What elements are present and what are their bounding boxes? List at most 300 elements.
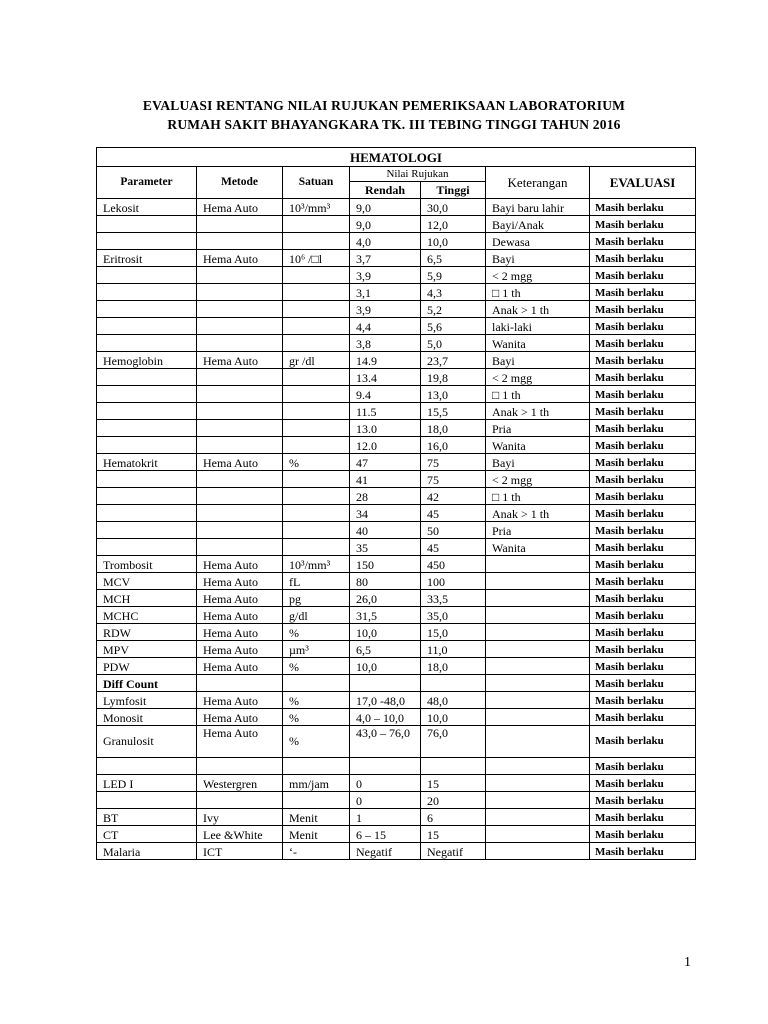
cell-evaluasi: Masih berlaku [590,403,696,420]
cell-keterangan: < 2 mgg [486,267,590,284]
cell-satuan [283,675,350,692]
table-row [97,641,696,658]
cell-tinggi: 76,0 [421,726,486,758]
header-satuan: Satuan [283,167,350,199]
cell-satuan: Menit [283,826,350,843]
cell-rendah: 4,0 [350,233,421,250]
cell-metode [197,505,283,522]
header-nilai-rujukan: Nilai Rujukan [350,167,486,182]
cell-satuan: fL [283,573,350,590]
table-row [97,675,696,692]
cell-rendah: 10,0 [350,624,421,641]
cell-parameter [97,267,197,284]
cell-keterangan: Anak > 1 th [486,301,590,318]
table-row [97,403,696,420]
cell-parameter [97,539,197,556]
cell-tinggi: 10,0 [421,233,486,250]
document-title-line-2: RUMAH SAKIT BHAYANGKARA TK. III TEBING TINGGI TAHUN 2016 [167,117,621,132]
cell-metode: Hema Auto [197,590,283,607]
cell-parameter: Trombosit [97,556,197,573]
cell-rendah: 43,0 – 76,0 [350,726,421,758]
cell-rendah: 34 [350,505,421,522]
cell-rendah: Negatif [350,843,421,860]
cell-parameter [97,318,197,335]
cell-metode [197,369,283,386]
cell-tinggi [421,758,486,775]
cell-keterangan: □ 1 th [486,284,590,301]
cell-satuan: % [283,624,350,641]
table-row [97,573,696,590]
cell-parameter: BT [97,809,197,826]
cell-keterangan [486,692,590,709]
cell-keterangan [486,658,590,675]
cell-satuan [283,233,350,250]
cell-evaluasi: Masih berlaku [590,284,696,301]
cell-keterangan [486,775,590,792]
cell-keterangan: Dewasa [486,233,590,250]
cell-evaluasi: Masih berlaku [590,607,696,624]
cell-keterangan [486,826,590,843]
cell-evaluasi: Masih berlaku [590,573,696,590]
cell-parameter: MCH [97,590,197,607]
cell-satuan: 10³/mm³ [283,199,350,216]
cell-rendah: 9.4 [350,386,421,403]
cell-parameter: Malaria [97,843,197,860]
cell-keterangan: Bayi [486,250,590,267]
cell-rendah: 6 – 15 [350,826,421,843]
cell-tinggi: 50 [421,522,486,539]
cell-keterangan: Bayi [486,352,590,369]
cell-satuan: % [283,658,350,675]
cell-parameter: PDW [97,658,197,675]
cell-tinggi [421,675,486,692]
cell-parameter [97,335,197,352]
cell-metode: Hema Auto [197,352,283,369]
cell-metode [197,403,283,420]
cell-tinggi: 5,2 [421,301,486,318]
cell-tinggi: 30,0 [421,199,486,216]
cell-rendah: 3,1 [350,284,421,301]
table-row [97,709,696,726]
cell-rendah: 47 [350,454,421,471]
cell-rendah: 26,0 [350,590,421,607]
header-keterangan: Keterangan [486,167,590,199]
cell-evaluasi: Masih berlaku [590,590,696,607]
table-row [97,267,696,284]
cell-rendah: 11.5 [350,403,421,420]
cell-evaluasi: Masih berlaku [590,420,696,437]
cell-rendah: 9,0 [350,199,421,216]
cell-evaluasi: Masih berlaku [590,775,696,792]
cell-rendah: 31,5 [350,607,421,624]
cell-metode: Hema Auto [197,641,283,658]
cell-satuan [283,369,350,386]
cell-keterangan [486,726,590,758]
cell-keterangan [486,843,590,860]
table-row [97,437,696,454]
cell-parameter [97,386,197,403]
cell-keterangan [486,792,590,809]
cell-evaluasi: Masih berlaku [590,216,696,233]
cell-metode [197,335,283,352]
cell-rendah: 10,0 [350,658,421,675]
cell-rendah: 41 [350,471,421,488]
cell-evaluasi: Masih berlaku [590,488,696,505]
table-row [97,369,696,386]
cell-satuan [283,758,350,775]
cell-evaluasi: Masih berlaku [590,301,696,318]
cell-satuan: ‘- [283,843,350,860]
cell-tinggi: 5,0 [421,335,486,352]
cell-metode: Westergren [197,775,283,792]
cell-parameter [97,284,197,301]
cell-satuan: gr /dl [283,352,350,369]
cell-evaluasi: Masih berlaku [590,792,696,809]
cell-evaluasi: Masih berlaku [590,267,696,284]
cell-evaluasi: Masih berlaku [590,675,696,692]
cell-evaluasi: Masih berlaku [590,556,696,573]
cell-parameter [97,522,197,539]
cell-evaluasi: Masih berlaku [590,692,696,709]
table-row [97,826,696,843]
cell-parameter [97,437,197,454]
cell-tinggi: 11,0 [421,641,486,658]
cell-parameter [97,301,197,318]
cell-metode: Hema Auto [197,556,283,573]
cell-parameter: Hematokrit [97,454,197,471]
cell-satuan [283,437,350,454]
cell-satuan: % [283,692,350,709]
cell-keterangan: Wanita [486,437,590,454]
table-row [97,216,696,233]
cell-keterangan [486,556,590,573]
cell-parameter [97,471,197,488]
table-row [97,607,696,624]
cell-keterangan [486,607,590,624]
header-tinggi: Tinggi [421,182,486,199]
cell-rendah [350,758,421,775]
document-title-line-1: EVALUASI RENTANG NILAI RUJUKAN PEMERIKSAAN LABORATORIUM [142,98,626,113]
cell-metode: Hema Auto [197,573,283,590]
cell-evaluasi: Masih berlaku [590,369,696,386]
cell-keterangan [486,624,590,641]
cell-parameter: Diff Count [97,675,197,692]
cell-keterangan [486,809,590,826]
table-row [97,624,696,641]
cell-tinggi: 12,0 [421,216,486,233]
cell-metode [197,301,283,318]
cell-rendah: 14.9 [350,352,421,369]
table-row [97,692,696,709]
cell-metode: Hema Auto [197,624,283,641]
table-row [97,250,696,267]
cell-tinggi: 19,8 [421,369,486,386]
cell-tinggi: 20 [421,792,486,809]
cell-keterangan [486,573,590,590]
table-row [97,471,696,488]
cell-keterangan [486,675,590,692]
cell-tinggi: 42 [421,488,486,505]
table-row [97,658,696,675]
cell-satuan: mm/jam [283,775,350,792]
cell-metode [197,471,283,488]
cell-satuan [283,386,350,403]
cell-tinggi: 15 [421,775,486,792]
table-row [97,352,696,369]
cell-evaluasi: Masih berlaku [590,386,696,403]
cell-keterangan: Pria [486,522,590,539]
cell-evaluasi: Masih berlaku [590,335,696,352]
cell-keterangan: □ 1 th [486,386,590,403]
cell-parameter: Hemoglobin [97,352,197,369]
cell-metode: Hema Auto [197,726,283,758]
table-row [97,792,696,809]
cell-evaluasi: Masih berlaku [590,199,696,216]
cell-tinggi: 15,0 [421,624,486,641]
cell-rendah: 6,5 [350,641,421,658]
table-row [97,843,696,860]
cell-satuan [283,216,350,233]
cell-tinggi: 35,0 [421,607,486,624]
cell-tinggi: 75 [421,454,486,471]
cell-keterangan: Bayi [486,454,590,471]
cell-tinggi: 23,7 [421,352,486,369]
cell-rendah: 17,0 -48,0 [350,692,421,709]
cell-keterangan [486,709,590,726]
cell-rendah: 13.4 [350,369,421,386]
cell-tinggi: 5,9 [421,267,486,284]
cell-satuan [283,488,350,505]
cell-rendah: 28 [350,488,421,505]
table-row [97,522,696,539]
cell-metode [197,318,283,335]
cell-metode: Hema Auto [197,607,283,624]
cell-satuan: 10³/mm³ [283,556,350,573]
cell-parameter [97,216,197,233]
cell-parameter: MPV [97,641,197,658]
cell-parameter [97,403,197,420]
table-row [97,199,696,216]
cell-metode [197,522,283,539]
cell-metode [197,792,283,809]
table-row [97,318,696,335]
cell-metode: Lee &White [197,826,283,843]
cell-keterangan: Anak > 1 th [486,505,590,522]
cell-metode: Hema Auto [197,709,283,726]
cell-satuan [283,505,350,522]
table-row [97,809,696,826]
cell-tinggi: 48,0 [421,692,486,709]
cell-tinggi: Negatif [421,843,486,860]
cell-metode: Hema Auto [197,250,283,267]
table-row [97,420,696,437]
cell-satuan: µm³ [283,641,350,658]
cell-satuan [283,335,350,352]
cell-evaluasi: Masih berlaku [590,522,696,539]
table-row [97,539,696,556]
cell-evaluasi: Masih berlaku [590,437,696,454]
cell-keterangan: Bayi/Anak [486,216,590,233]
cell-evaluasi: Masih berlaku [590,250,696,267]
table-row [97,726,696,758]
header-rendah: Rendah [350,182,421,199]
cell-metode [197,758,283,775]
cell-satuan [283,403,350,420]
cell-keterangan [486,758,590,775]
cell-evaluasi: Masih berlaku [590,454,696,471]
cell-satuan [283,284,350,301]
cell-satuan: % [283,709,350,726]
cell-metode: Hema Auto [197,658,283,675]
cell-keterangan: Wanita [486,335,590,352]
cell-parameter: Eritrosit [97,250,197,267]
cell-tinggi: 100 [421,573,486,590]
table-row [97,758,696,775]
cell-tinggi: 5,6 [421,318,486,335]
cell-keterangan: Wanita [486,539,590,556]
cell-tinggi: 45 [421,505,486,522]
cell-evaluasi: Masih berlaku [590,641,696,658]
cell-parameter: Lekosit [97,199,197,216]
page-number: 1 [684,955,691,970]
header-evaluasi: EVALUASI [590,167,696,199]
cell-tinggi: 45 [421,539,486,556]
cell-rendah: 3,9 [350,267,421,284]
cell-rendah: 1 [350,809,421,826]
cell-parameter: Lymfosit [97,692,197,709]
cell-parameter: LED I [97,775,197,792]
cell-satuan: pg [283,590,350,607]
cell-evaluasi: Masih berlaku [590,709,696,726]
cell-rendah: 4,4 [350,318,421,335]
cell-metode [197,420,283,437]
cell-metode [197,233,283,250]
cell-parameter [97,369,197,386]
cell-satuan: 10⁶ /□l [283,250,350,267]
cell-metode: Ivy [197,809,283,826]
cell-rendah: 150 [350,556,421,573]
cell-keterangan [486,641,590,658]
cell-satuan [283,471,350,488]
cell-evaluasi: Masih berlaku [590,758,696,775]
cell-rendah: 9,0 [350,216,421,233]
cell-evaluasi: Masih berlaku [590,233,696,250]
cell-parameter: RDW [97,624,197,641]
cell-parameter: Granulosit [97,726,197,758]
cell-evaluasi: Masih berlaku [590,826,696,843]
cell-evaluasi: Masih berlaku [590,471,696,488]
cell-evaluasi: Masih berlaku [590,809,696,826]
table-row [97,454,696,471]
cell-satuan [283,522,350,539]
table-row [97,775,696,792]
cell-rendah: 40 [350,522,421,539]
cell-keterangan: Pria [486,420,590,437]
cell-metode: Hema Auto [197,199,283,216]
cell-satuan: % [283,454,350,471]
cell-tinggi: 18,0 [421,420,486,437]
cell-evaluasi: Masih berlaku [590,843,696,860]
cell-rendah: 0 [350,792,421,809]
cell-evaluasi: Masih berlaku [590,624,696,641]
cell-tinggi: 10,0 [421,709,486,726]
cell-parameter [97,420,197,437]
cell-parameter [97,488,197,505]
cell-rendah: 4,0 – 10,0 [350,709,421,726]
cell-tinggi: 33,5 [421,590,486,607]
cell-evaluasi: Masih berlaku [590,658,696,675]
table-row [97,301,696,318]
cell-tinggi: 6 [421,809,486,826]
table-row [97,386,696,403]
cell-tinggi: 18,0 [421,658,486,675]
cell-metode [197,675,283,692]
cell-metode [197,488,283,505]
cell-metode [197,437,283,454]
cell-evaluasi: Masih berlaku [590,318,696,335]
cell-metode: ICT [197,843,283,860]
cell-metode [197,216,283,233]
cell-evaluasi: Masih berlaku [590,505,696,522]
cell-rendah: 13.0 [350,420,421,437]
cell-rendah: 80 [350,573,421,590]
cell-tinggi: 16,0 [421,437,486,454]
section-title: HEMATOLOGI [97,148,696,167]
cell-rendah: 3,8 [350,335,421,352]
cell-parameter: MCHC [97,607,197,624]
cell-satuan: Menit [283,809,350,826]
cell-satuan: g/dl [283,607,350,624]
cell-satuan [283,792,350,809]
cell-metode: Hema Auto [197,454,283,471]
cell-tinggi: 13,0 [421,386,486,403]
cell-evaluasi: Masih berlaku [590,352,696,369]
cell-tinggi: 15 [421,826,486,843]
cell-keterangan: laki-laki [486,318,590,335]
cell-tinggi: 75 [421,471,486,488]
cell-rendah [350,675,421,692]
cell-metode [197,539,283,556]
cell-keterangan: Bayi baru lahir [486,199,590,216]
cell-tinggi: 6,5 [421,250,486,267]
table-row [97,505,696,522]
cell-evaluasi: Masih berlaku [590,539,696,556]
cell-keterangan [486,590,590,607]
cell-parameter [97,792,197,809]
header-metode: Metode [197,167,283,199]
cell-parameter: CT [97,826,197,843]
header-parameter: Parameter [97,167,197,199]
cell-parameter [97,505,197,522]
hematology-reference-table [96,147,696,860]
cell-metode [197,267,283,284]
header-row [97,167,696,182]
cell-evaluasi: Masih berlaku [590,726,696,758]
cell-parameter: Monosit [97,709,197,726]
table-row [97,284,696,301]
cell-metode [197,386,283,403]
table-row [97,590,696,607]
cell-keterangan: Anak > 1 th [486,403,590,420]
cell-keterangan: < 2 mgg [486,369,590,386]
cell-satuan [283,420,350,437]
table-row [97,488,696,505]
table-row [97,556,696,573]
cell-satuan: % [283,726,350,758]
cell-metode: Hema Auto [197,692,283,709]
cell-parameter [97,758,197,775]
cell-rendah: 0 [350,775,421,792]
